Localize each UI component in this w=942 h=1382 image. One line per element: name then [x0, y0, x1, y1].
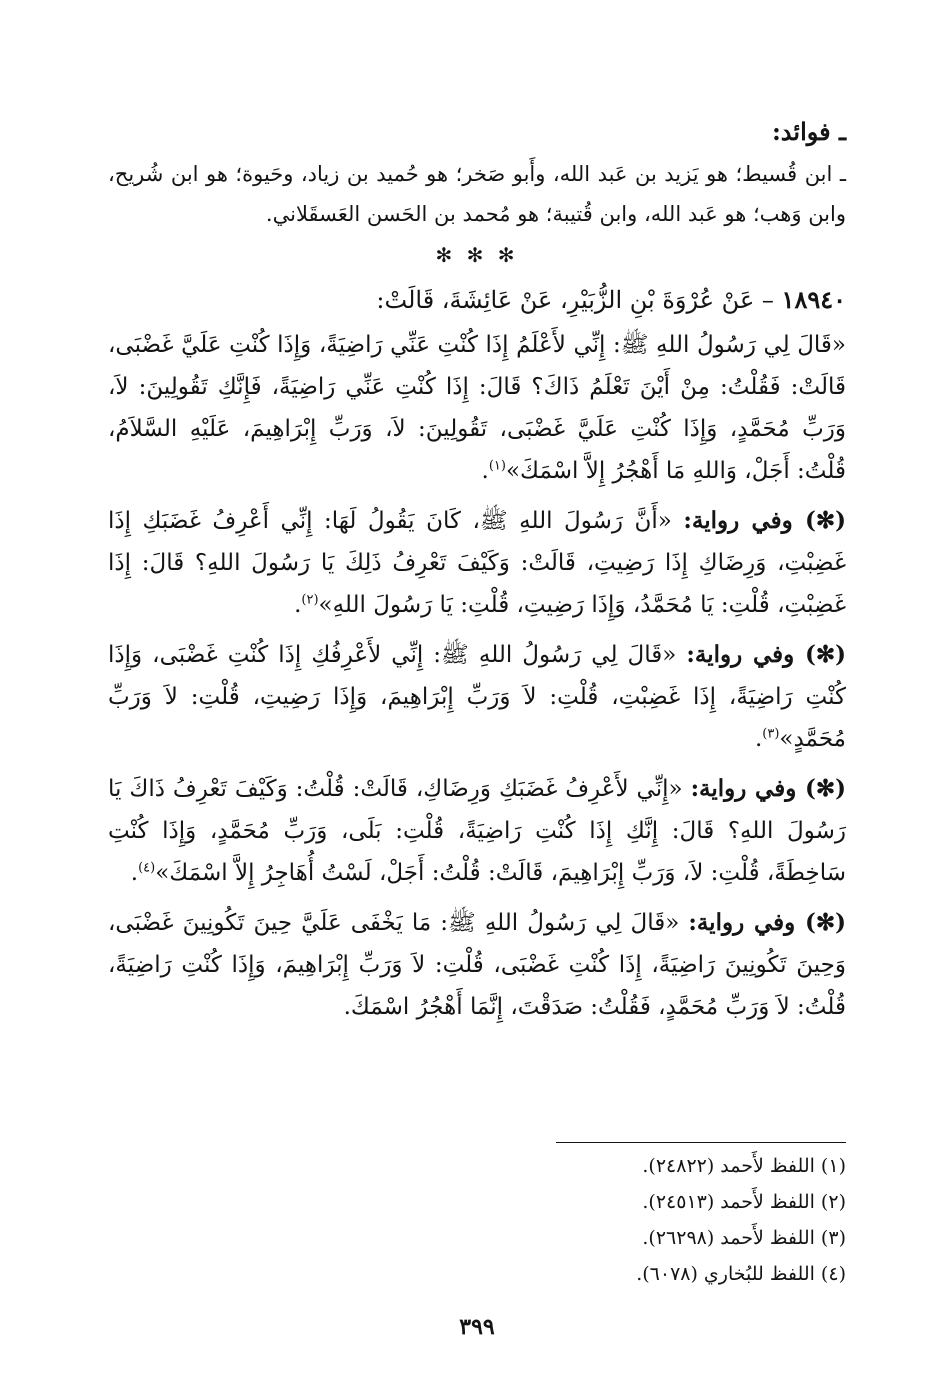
section-heading: ـ فوائد:	[771, 117, 846, 146]
narration-text: «إِنِّي لأَعْرِفُ غَضَبَكِ وَرِضَاكِ، قَالَتْ: قُلْتُ: وَكَيْفَ تَعْرِفُ ذَاكَ يَا رَسُولَ اللهِ؟ قَالَ: إِنَّكِ إِذَا كُنْتِ رَاضِيَةً، قُلْتِ: بَلَى، وَرَبِّ مُحَمَّدٍ، وَإِذَا كُنْتِ سَاخِطَةً، قُلْتِ: لاَ، وَرَبِّ إِبْرَاهِيمَ، قَالَتْ: قُلْتُ: أَجَلْ، لَسْتُ أُهَاجِرُ إِلاَّ اسْمَكَ»	[108, 776, 846, 886]
footnote-ref: (١)	[488, 458, 506, 474]
footnotes-list	[108, 1148, 846, 1292]
hadith-paragraph: «قَالَ لِي رَسُولُ اللهِ ﷺ: إِنِّي لأَعْلَمُ إِذَا كُنْتِ عَنِّي رَاضِيَةً، وَإِذَا كُنْتِ عَلَيَّ غَضْبَى، قَالَتْ: فَقُلْتُ: مِنْ أَيْنَ تَعْلَمُ ذَاكَ؟ قَالَ: إِذَا كُنْتِ عَنِّي رَاضِيَةً، فَإِنَّكِ تَقُولِينَ: لاَ، وَرَبِّ مُحَمَّدٍ، وَإِذَا كُنْتِ عَلَيَّ غَضْبَى، تَقُولِينَ: لاَ، وَرَبِّ إِبْرَاهِيمَ، عَلَيْهِ السَّلاَمُ، قُلْتُ: أَجَلْ، وَاللهِ مَا أَهْجُرُ إِلاَّ اسْمَكَ»$^{(١)}$.	[108, 332, 847, 484]
narration-paragraph	[108, 902, 846, 1028]
narration-paragraph: (✻) وفي رواية: «أَنَّ رَسُولَ اللهِ ﷺ، كَانَ يَقُولُ لَهَا: إِنِّي أَعْرِفُ غَضَبَكِ إِذَا غَضِبْتِ، وَرِضَاكِ إِذَا رَضِيتِ، قَالَتْ: وَكَيْفَ تَعْرِفُ ذَلِكَ يَا رَسُولَ اللهِ؟ قَالَ: إِذَا غَضِبْتِ، قُلْتِ: يَا مُحَمَّدُ، وَإِذَا رَضِيتِ، قُلْتِ: يَا رَسُولَ اللهِ»$^{(٢)}$.	[108, 507, 846, 618]
narration-text: «أَنَّ رَسُولَ اللهِ ﷺ، كَانَ يَقُولُ لَهَا: إِنِّي أَعْرِفُ غَضَبَكِ إِذَا غَضِبْتِ، وَرِضَاكِ إِذَا رَضِيتِ، قَالَتْ: وَكَيْفَ تَعْرِفُ ذَلِكَ يَا رَسُولَ اللهِ؟ قَالَ: إِذَا غَضِبْتِ، قُلْتِ: يَا مُحَمَّدُ، وَإِذَا رَضِيتِ، قُلْتِ: يَا رَسُولَ اللهِ»	[108, 508, 846, 618]
hadith-chain: – عَنْ عُرْوَةَ بْنِ الزُّبَيْرِ، عَنْ عَائِشَةَ، قَالَتْ:	[376, 286, 774, 314]
narration-prefix: (✻) وفي رواية:	[690, 775, 847, 802]
narration-text: «قَالَ لِي رَسُولُ اللهِ ﷺ: إِنِّي لأَعْرِفُكِ إِذَا كُنْتِ غَضْبَى، وَإِذَا كُنْتِ رَاضِيَةً، إِذَا غَضِبْتِ، قُلْتِ: لاَ وَرَبِّ إِبْرَاهِيمَ، وَإِذَا رَضِيتِ، قُلْتِ: لاَ وَرَبِّ مُحَمَّدٍ»	[108, 642, 846, 752]
hadith-text: «قَالَ لِي رَسُولُ اللهِ ﷺ: إِنِّي لأَعْلَمُ إِذَا كُنْتِ عَنِّي رَاضِيَةً، وَإِذَا كُنْتِ عَلَيَّ غَضْبَى، قَالَتْ: فَقُلْتُ: مِنْ أَيْنَ تَعْلَمُ ذَاكَ؟ قَالَ: إِذَا كُنْتِ عَنِّي رَاضِيَةً، فَإِنَّكِ تَقُولِينَ: لاَ، وَرَبِّ مُحَمَّدٍ، وَإِذَا كُنْتِ عَلَيَّ غَضْبَى، تَقُولِينَ: لاَ، وَرَبِّ إِبْرَاهِيمَ، عَلَيْهِ السَّلاَمُ، قُلْتُ: أَجَلْ، وَاللهِ مَا أَهْجُرُ إِلاَّ اسْمَكَ»	[108, 332, 847, 484]
footnote-ref: (٢)	[301, 592, 319, 608]
narration-paragraph: (✻) وفي رواية: «قَالَ لِي رَسُولُ اللهِ ﷺ: إِنِّي لأَعْرِفُكِ إِذَا كُنْتِ غَضْبَى، وَإِذَا كُنْتِ رَاضِيَةً، إِذَا غَضِبْتِ، قُلْتِ: لاَ وَرَبِّ إِبْرَاهِيمَ، وَإِذَا رَضِيتِ، قُلْتِ: لاَ وَرَبِّ مُحَمَّدٍ»$^{(٣)}$.	[108, 641, 847, 752]
narration-prefix: (✻) وفي رواية:	[683, 507, 846, 534]
footnote-ref: (٤)	[138, 860, 156, 876]
book-page	[108, 112, 846, 1352]
footnote-item: (٢) اللفظ لأَحمد (٢٤٥١٣).	[642, 1191, 846, 1213]
hadith-number: ١٨٩٤٠	[781, 285, 846, 314]
narration-prefix: (✻) وفي رواية:	[688, 909, 847, 936]
footnote-item: (٤) اللفظ للبُخاري (٦٠٧٨).	[636, 1263, 846, 1285]
narration-prefix: (✻) وفي رواية:	[686, 641, 847, 668]
footnote-item: (١) اللفظ لأَحمد (٢٤٨٢٢).	[642, 1155, 846, 1177]
footnote-divider	[556, 1142, 846, 1143]
benefit-paragraph: ـ ابن قُسيط؛ هو يَزيد بن عَبد الله، وأَبو صَخر؛ هو حُميد بن زياد، وحَيوة؛ هو ابن شُريح، وابن وَهب؛ هو عَبد الله، وابن قُتيبة؛ هو مُحمد بن الحَسن العَسقَلاني.	[108, 162, 846, 226]
narration-paragraph: (✻) وفي رواية: «إِنِّي لأَعْرِفُ غَضَبَكِ وَرِضَاكِ، قَالَتْ: قُلْتُ: وَكَيْفَ تَعْرِفُ ذَاكَ يَا رَسُولَ اللهِ؟ قَالَ: إِنَّكِ إِذَا كُنْتِ رَاضِيَةً، قُلْتِ: بَلَى، وَرَبِّ مُحَمَّدٍ، وَإِذَا كُنْتِ سَاخِطَةً، قُلْتِ: لاَ، وَرَبِّ إِبْرَاهِيمَ، قَالَتْ: قُلْتُ: أَجَلْ، لَسْتُ أُهَاجِرُ إِلاَّ اسْمَكَ»$^{(٤)}$.	[108, 775, 847, 886]
page-number: ٣٩٩	[459, 1314, 495, 1340]
narration-text: «قَالَ لِي رَسُولُ اللهِ ﷺ: مَا يَخْفَى عَلَيَّ حِينَ تَكُونِينَ غَضْبَى، وَحِينَ تَكُونِينَ رَاضِيَةً، إِذَا كُنْتِ غَضْبَى، قُلْتِ: لاَ وَرَبِّ إِبْرَاهِيمَ، وَإِذَا كُنْتِ رَاضِيَةً، قُلْتُ: لاَ وَرَبِّ مُحَمَّدٍ، فَقُلْتُ: صَدَقْتَ، إِنَّمَا أَهْجُرُ اسْمَكَ.	[108, 910, 846, 1020]
separator-stars: ✻ ✻ ✻	[435, 243, 519, 267]
footnote-item: (٣) اللفظ لأَحمد (٢٦٢٩٨).	[642, 1227, 846, 1249]
footnote-ref: (٣)	[762, 726, 780, 742]
hadith-heading	[108, 278, 846, 322]
